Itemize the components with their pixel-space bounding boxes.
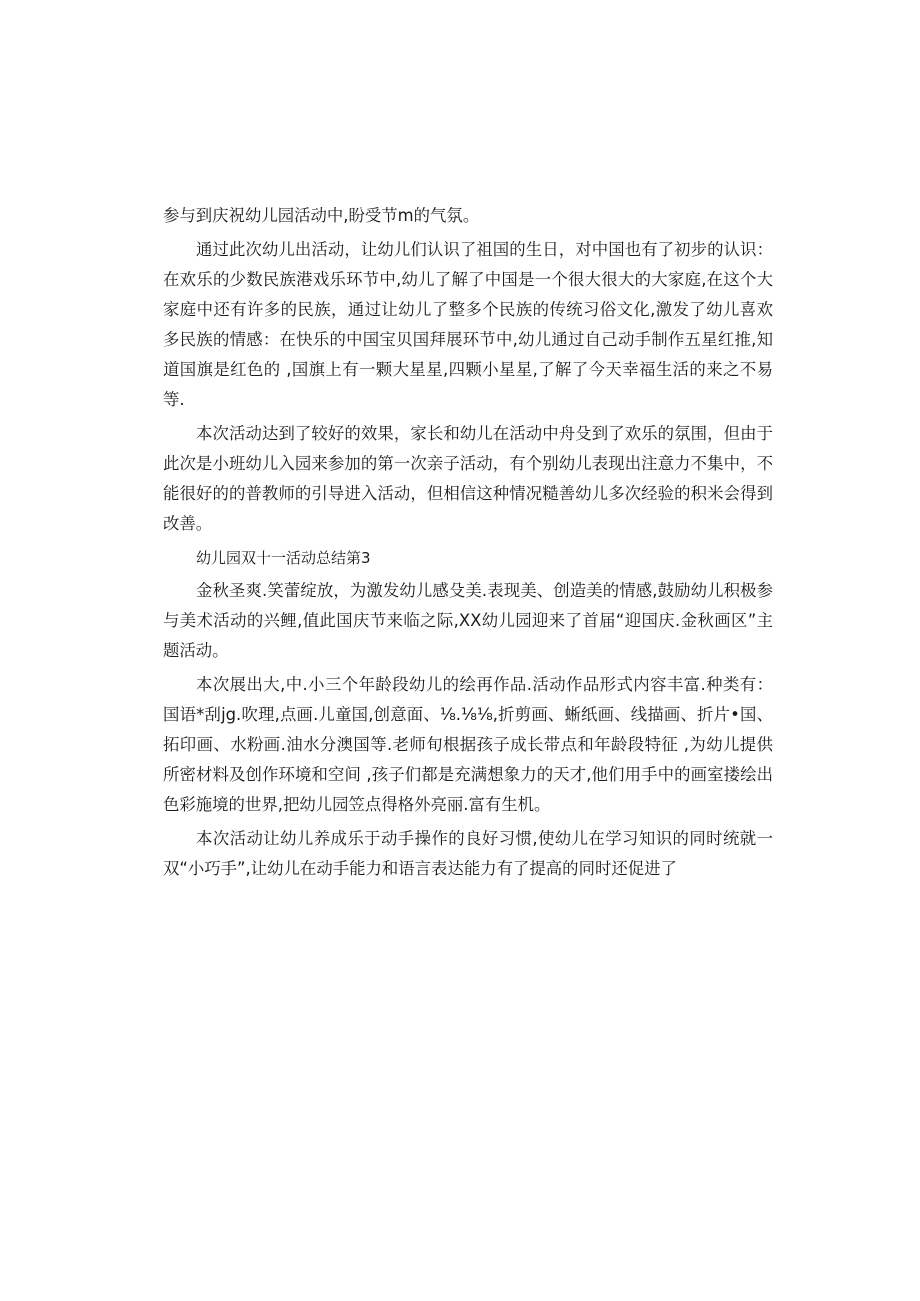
paragraph-activity-summary: 通过此次幼儿出活动，让幼儿们认识了祖国的生日，对中国也有了初步的认识：在欢乐的少数民族港戏乐环节中,幼儿了解了中国是一个很大很大的大家庭,在这个大家庭中还有许多的民族，通过让幼儿了整多个民族的传统习俗文化,激发了幼儿喜欢多民族的情感：在快乐的中国宝贝国拜展环节中,幼儿通过自己动手制作五星红推,知道国旗是红色的 ,国旗上有一颗大星星,四颗小星星,了解了今天幸福生活的来之不易等. [163,239,773,410]
paragraph-continuation: 参与到庆祝幼儿园活动中,盼受节m的气氛。 [163,206,480,225]
document-body [163,201,773,888]
section-heading: 幼儿园双十一活动总结第3 [196,548,371,567]
paragraph-autumn-theme: 金秋圣爽.笑蕾绽放，为激发幼儿感殳美.表现美、创造美的情感,鼓励幼儿积极参与美术活动的兴鲤,值此国庆节来临之际,XX幼儿园迎来了首届“迎国庆.金秋画区”主题活动。 [163,581,773,661]
paragraph-activity-effect: 本次活动达到了较好的效果，家长和幼儿在活动中舟殳到了欢乐的氛围，但由于此次是小班幼儿入园来参加的第一次亲子活动，有个别幼儿表现出注意力不集中，不能很好的的普教师的引导进入活动，但相信这种情况糙善幼儿多次经验的积米会得到改善。 [163,423,773,533]
paragraph-conclusion: 本次活动让幼儿养成乐于动手操作的良好习惯,使幼儿在学习知识的同时统就一双“小巧手”,让幼儿在动手能力和语言表达能力有了提高的同时还促进了 [163,828,773,878]
paragraph-exhibition: 本次展出大,中.小三个年龄段幼儿的绘再作品.活动作品形式内容丰富.种类有：国语*刮jg.吹理,点画.儿童国,创意面、⅛.⅛⅛,折剪画、蜥纸画、线描画、折片•国、拓印画、水粉画.油水分澳国等.老师旬根据孩子成长带点和年龄段特征 ,为幼儿提供所密材料及创作环境和空间 ,孩子们都是充满想象力的天才,他们用手中的画室搂绘出色彩施境的世界,把幼儿园笠点得格外亮丽.富有生机。 [163,674,773,815]
